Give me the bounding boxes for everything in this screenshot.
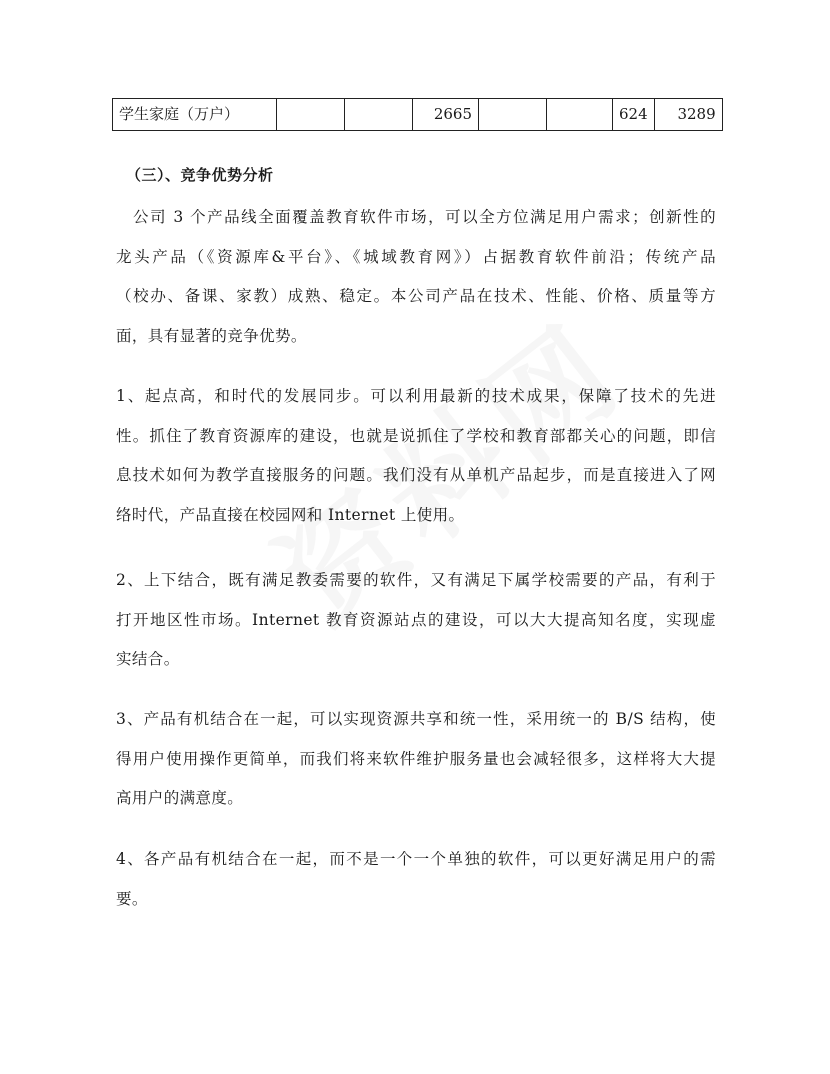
table-cell: 3289	[654, 99, 722, 131]
table-cell	[479, 99, 547, 131]
paragraph-line: 络时代，产品直接在校园网和 Internet 上使用。	[116, 505, 465, 524]
paragraph-line: 性。抓住了教育资源库的建设，也就是说抓住了学校和教育部都关心的问题，即信	[116, 426, 716, 445]
paragraph-point-3	[116, 700, 716, 819]
paragraph-point-1	[116, 377, 716, 535]
paragraph-line: 高用户的满意度。	[116, 789, 244, 807]
paragraph-line: 4、各产品有机结合在一起，而不是一个一个单独的软件，可以更好满足用户的需	[116, 850, 716, 868]
table-cell	[345, 99, 413, 131]
paragraph-line: 得用户使用操作更简单，而我们将来软件维护服务量也会减轻很多，这样将大大提	[116, 749, 716, 768]
table-cell: 2665	[413, 99, 479, 131]
paragraph-line: 1、起点高，和时代的发展同步。可以利用最新的技术成果，保障了技术的先进	[116, 387, 716, 405]
paragraph-point-4	[116, 840, 716, 919]
statistics-table	[112, 98, 723, 131]
paragraph-line: 打开地区性市场。Internet 教育资源站点的建设，可以大大提高知名度，实现虚	[116, 610, 716, 629]
table-cell	[547, 99, 613, 131]
table-row	[113, 99, 723, 131]
paragraph-line: 实结合。	[116, 650, 180, 668]
paragraph-line: 龙头产品（《资源库&平台》、《城域教育网》）占据教育软件前沿；传统产品	[116, 247, 716, 266]
paragraph-point-2	[116, 561, 716, 680]
paragraph-line: 公司 3 个产品线全面覆盖教育软件市场，可以全方位满足用户需求；创新性的	[116, 208, 716, 226]
paragraph-line: 要。	[116, 889, 148, 908]
table-cell-label: 学生家庭（万户）	[113, 99, 277, 131]
paragraph-line: 3、产品有机结合在一起，可以实现资源共享和统一性，采用统一的 B/S 结构，使	[116, 710, 716, 728]
paragraph-overview	[116, 198, 716, 356]
section-heading: （三）、竞争优势分析	[126, 166, 274, 184]
table-cell	[277, 99, 345, 131]
paragraph-line: 面，具有显著的竞争优势。	[116, 326, 307, 345]
paragraph-line: （校办、备课、家教）成熟、稳定。本公司产品在技术、性能、价格、质量等方	[116, 287, 716, 305]
table-cell: 624	[613, 99, 655, 131]
paragraph-line: 息技术如何为教学直接服务的问题。我们没有从单机产品起步，而是直接进入了网	[116, 466, 716, 484]
paragraph-line: 2、上下结合，既有满足教委需要的软件，又有满足下属学校需要的产品，有利于	[116, 571, 716, 589]
